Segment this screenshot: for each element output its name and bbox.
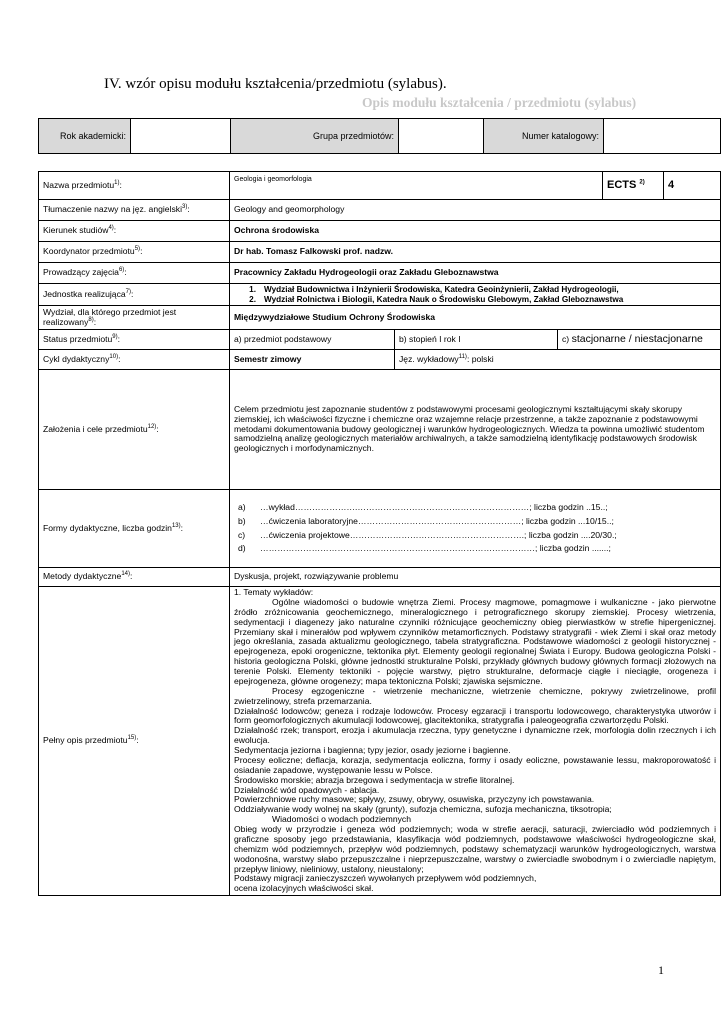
field-of-study-label: Kierunek studiów$^{4)}$: [39, 221, 230, 242]
form-item: d) ……………………………………………………………………………………; liczba godzin .......; [238, 543, 611, 554]
syllabus-table [38, 171, 721, 896]
forms-label: Formy dydaktyczne, liczba godzin$^{13)}$: [39, 490, 230, 568]
status-label: Status przedmiotu$^{9)}$: [39, 330, 230, 350]
description-paragraph: 1. Tematy wykładów: [234, 587, 314, 597]
subject-group-field[interactable] [399, 119, 484, 154]
catalog-number-label: Numer katalogowy: [484, 119, 604, 154]
methods-label: Metody dydaktyczne$^{14)}$: [39, 568, 230, 587]
faculty-value: Międzywydziałowe Studium Ochrony Środowiska [230, 306, 721, 330]
coordinator-value: Dr hab. Tomasz Falkowski prof. nadzw. [230, 242, 721, 263]
header-table [38, 118, 721, 154]
description-paragraph: Ogólne wiadomości o budowie wnętrza Ziemi. Procesy magmowe, pomagmowe i wulkaniczne - jako pierwotne źródło zróżnicowania geochemicznego, mineralogicznego i petrograficznego skorupy ziemskiej. Procesy wietrzenia, sedymentacji i diagenezy jako naturalne czynniki różnicujące geochemiczny obieg pierwiastków w strefie hipergenicznej. Przemiany skał i minerałów pod wpływem czynników metamorficznych. Podstawy stratygrafii - wiek Ziemi i skał oraz metody jego określania, zasada aktualizmu geologicznego, tabela stratygraficzna. Podstawowe wiadomości z geologii historycznej - epejrogeneza, epoki orogeniczne, tektonika płyt. Elementy geologii regionalnej Świata i Europy. Budowa geologiczna Polski - historia geologiczna Polski, główne jednostki strukturalne Polski, przykłady głównych budowy głównych formacji złożowych na terenie Polski. Elementy tektoniki - pojęcie warstwy, piętro strukturalne, deformacje ciągłe i nieciągłe, orogeneza i epejrogeneza, główne orogenezy; mapa tektoniczna Polski; zjawiska sejsmiczne. [234, 596, 717, 686]
description-paragraph: Działalność lodowców; geneza i rodzaje lodowców. Procesy egzaracji i transportu lodowcowego, charakterystyka utworów i form geomorfologicznych akumulacji lodowcowej, glacitektonika, stratygrafia i paleogeografia czwartorzędu Polski. [234, 705, 717, 726]
instructors-label: Prowadzący zajęcia$^{6)}$: [39, 263, 230, 284]
goals-label: Założenia i cele przedmiotu$^{12)}$: [39, 370, 230, 490]
description-paragraph: Oddziaływanie wody wolnej na skały (grunty), sufozja chemiczna, sufozja mechaniczna, tiksotropia; [234, 804, 612, 815]
description-paragraph: Powierzchniowe ruchy masowe; spływy, zsuwy, obrywy, osuwiska, przyczyny ich powstawania. [234, 794, 595, 805]
description-paragraph: Środowisko morskie; abrazja brzegowa i sedymentacja w strefie litoralnej. [234, 774, 515, 785]
description-paragraph: Procesy eoliczne; deflacja, korazja, sedymentacja eoliczna, formy i osady eoliczne, powstawanie lessu, makroporowatość i osiadanie zapadowe, występowanie lessu w Polsce. [234, 754, 717, 775]
status-type: a) przedmiot podstawowy [230, 330, 395, 350]
page-number: 1 [658, 963, 664, 977]
catalog-number-field[interactable] [604, 119, 721, 154]
methods-value: Dyskusja, projekt, rozwiązywanie problemu [230, 568, 721, 587]
field-of-study-value: Ochrona środowiska [230, 221, 721, 242]
document-subheading: Opis modułu kształcenia / przedmiotu (sylabus) [362, 95, 637, 110]
full-description-label: Pełny opis przedmiotu$^{15)}$: [39, 587, 230, 896]
description-paragraph: Działalność wód opadowych - ablacja. [234, 784, 380, 795]
academic-year-field[interactable] [131, 119, 231, 154]
status-mode: c) stacjonarne / niestacjonarne [558, 330, 721, 350]
english-name-label: Tłumaczenie nazwy na jęz. angielski$^{3)}$: [39, 200, 230, 221]
unit-item: 2. Wydział Rolnictwa i Biologii, Katedra Nauk o Środowisku Glebowym, Zakład Gleboznawstwa [249, 294, 624, 304]
forms-value [230, 490, 721, 568]
form-item: b) …ćwiczenia laboratoryjne…………………………………………………; liczba godzin ...10/15..; [238, 515, 614, 526]
ects-label: ECTS $^{2)}$ [603, 172, 664, 200]
cycle-label: Cykl dydaktyczny$^{10)}$: [39, 350, 230, 370]
subject-name-label: Nazwa przedmiotu$^{1)}$: [39, 172, 230, 200]
coordinator-label: Koordynator przedmiotu$^{5)}$: [39, 242, 230, 263]
description-paragraph: ocena izolacyjnych właściwości skał. [234, 883, 374, 894]
academic-year-label: Rok akademicki: [39, 119, 131, 154]
document-heading: IV. wzór opisu modułu kształcenia/przedmiotu (sylabus). [104, 76, 447, 92]
language-value: Jęz. wykładowy$^{11)}$: polski [395, 350, 721, 370]
status-level: b) stopień I rok I [395, 330, 558, 350]
description-paragraph: Obieg wody w przyrodzie i geneza wód podziemnych; woda w strefie aeracji, saturacji, zwierciadło wód podziemnych i graficzne sposoby jego przedstawiania, klasyfikacja wód podziemnych, podstawowe właściwości hydrogeologiczne skał, chemizm wód podziemnych, przepływ wód podziemnych, podstawy schematyzacji warunków hydrogeologicznych, warstwa wodonośna, warstwy słabo przepuszczalne i nieprzepuszczalne, warstwy o zwierciadle swobodnym i o zwierciadle napiętym, przepływ liniowy, nieliniowy, ustalony, nieustalony; [234, 824, 717, 874]
instructors-value: Pracownicy Zakładu Hydrogeologii oraz Zakładu Gleboznawstwa [230, 263, 721, 284]
english-name-value: Geology and geomorphology [230, 200, 721, 221]
description-paragraph: Działalność rzek; transport, erozja i akumulacja rzeczna, typy genetyczne i dynamiczne rzek, morfologia dolin rzecznych i ich ewolucja. [234, 725, 717, 746]
description-paragraph: Podstawy migracji zanieczyszczeń wywołanych przepływem wód podziemnych, [234, 873, 537, 884]
unit-value [230, 284, 721, 306]
cycle-value: Semestr zimowy [230, 350, 395, 370]
full-description-value [230, 587, 721, 896]
goals-value: Celem przedmiotu jest zapoznanie studentów z podstawowymi procesami geologicznymi kształtującymi skały skorupy ziemskiej, ich właściwości fizyczne i chemiczne oraz wzajemne relacje przestrzenne, a także zapoznanie z podstawowymi metodami dokumentowania budowy geologicznej i warunków hydrogeologicznych. Wiedza ta powinna umożliwić studentom samodzielną analizę geologicznych materiałów archiwalnych, a także samodzielną identyfikację podstawowych środowisk geologicznych i morfodynamicznych. [230, 370, 721, 490]
subject-name-value: Geologia i geomorfologia [230, 172, 603, 200]
description-paragraph: Sedymentacja jeziorna i bagienna; typy jezior, osady jeziorne i bagienne. [234, 745, 511, 755]
description-paragraph: Procesy egzogeniczne - wietrzenie mechaniczne, wietrzenie chemiczne, pokrywy zwietrzelinowe, profil zwietrzelinowy, strefa przemarzania. [234, 685, 717, 706]
form-item: c) …ćwiczenia projektowe…………………………………………………….; liczba godzin ....20/30.; [238, 529, 617, 540]
subject-group-label: Grupa przedmiotów: [231, 119, 399, 154]
unit-label: Jednostka realizująca$^{7)}$: [39, 284, 230, 306]
ects-value: 4 [664, 172, 721, 200]
description-paragraph: Wiadomości o wodach podziemnych [272, 814, 411, 825]
faculty-label: Wydział, dla którego przedmiot jest realizowany$^{8)}$: [39, 306, 230, 330]
unit-item: 1. Wydział Budownictwa i Inżynierii Środowiska, Katedra Geoinżynierii, Zakład Hydrogeologii, [249, 285, 619, 295]
form-item: a) …wykład………………….……………………………………………………; liczba godzin ..15..; [238, 501, 608, 512]
